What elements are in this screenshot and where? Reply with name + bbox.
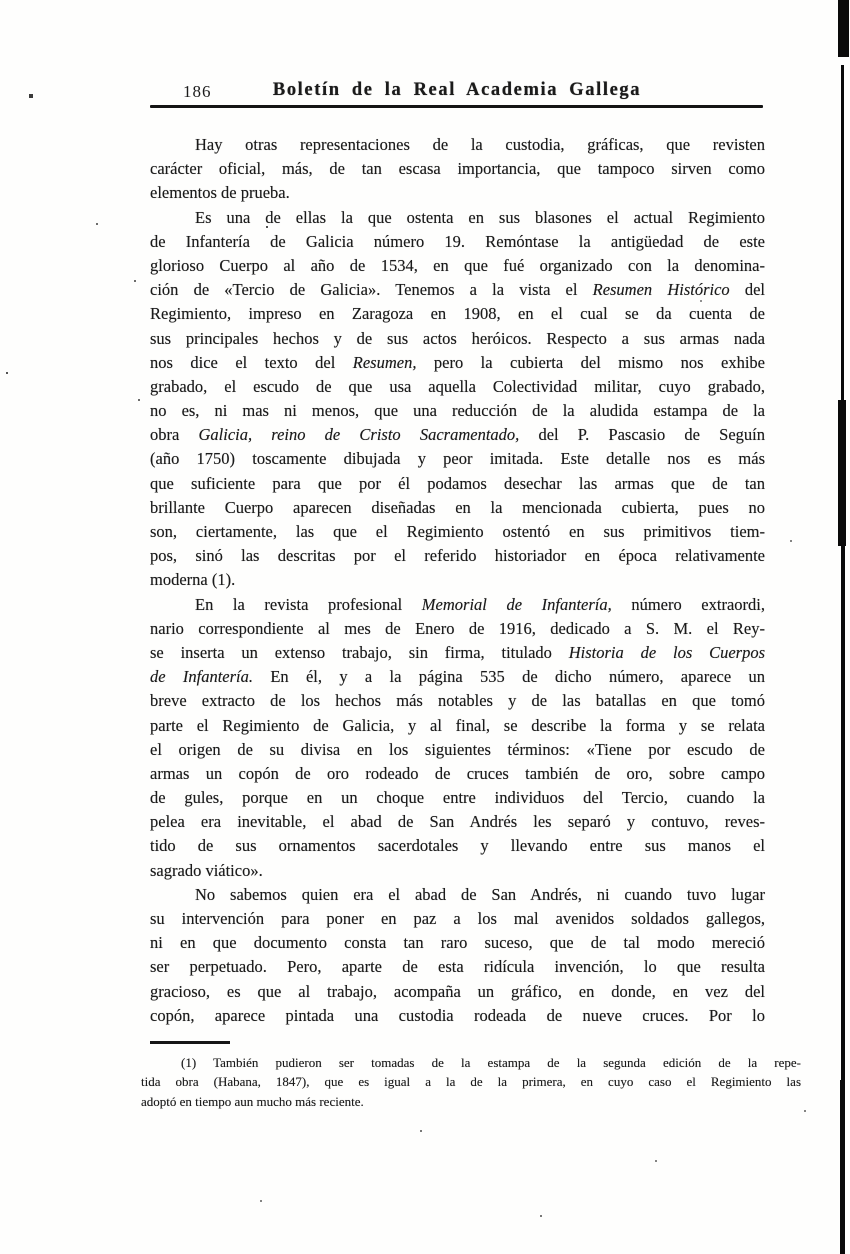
text-line: se inserta un extenso trabajo, sin firma, titulado Historia de los Cuerpos [150,642,765,662]
text-line: son, ciertamente, las que el Regimiento ostentó en sus primitivos tiem- [150,522,765,541]
text-line: brillante Cuerpo aparecen diseñadas en la mencionada cubierta, pues no [150,497,765,517]
text-line: Hay otras representaciones de la custodia, gráficas, que revisten [195,135,765,154]
text-line: sus principales hechos y de sus actos heróicos. Respecto a sus armas nada [150,328,765,348]
text-line: gracioso, es que al trabajo, acompaña un gráfico, en donde, en vez del [150,981,765,1001]
scan-edge-artifact [838,0,849,57]
paragraph [150,883,765,1028]
text-line: En la revista profesional Memorial de Infantería, número extraordi, [195,594,765,614]
text-line: copón, aparece pintada una custodia rodeada de nueve cruces. Por lo [150,1005,765,1025]
text-line: nario correspondiente al mes de Enero de 1916, dedicado a S. M. el Rey- [150,618,765,638]
text-line: no es, ni mas ni menos, que una reducción de la aludida estampa de la [150,401,765,421]
page-number: 186 [183,82,212,101]
text-line: pos, sinó las descritas por el referido historiador en época relativamente [150,546,765,566]
body-text [150,133,765,1028]
text-line: de Infantería de Galicia número 19. Remóntase la antigüedad de este [150,231,765,251]
text-line: grabado, el escudo de que usa aquella Colectividad militar, cuyo grabado, [150,376,765,396]
scan-edge-artifact [841,546,845,1080]
text-line: Regimiento, impreso en Zaragoza en 1908, en el cual se da cuenta de [150,304,765,324]
paragraph [150,206,765,593]
footnote [141,1053,801,1111]
text-line: de gules, porque en un choque entre individuos del Tercio, cuando la [150,788,765,808]
text-line: su intervención para poner en paz a los mal avenidos soldados gallegos, [150,909,765,928]
text-line: nos dice el texto del Resumen, pero la cubierta del mismo nos exhibe [150,352,765,372]
paragraph [150,133,765,206]
text-line: glorioso Cuerpo al año de 1534, en que fué organizado con la denomina- [150,255,765,275]
text-line: armas un copón de oro rodeado de cruces también de oro, sobre campo [150,763,765,783]
text-line: que suficiente para que por él podamos desechar las armas que de tan [150,473,765,493]
text-line: pelea era inevitable, el abad de San Andrés les separó y contuvo, reves- [150,812,765,832]
text-line: Es una de ellas la que ostenta en sus blasones el actual Regimiento [195,207,765,227]
text-line: sagrado viático». [150,860,263,880]
text-line: de Infantería. En él, y a la página 535 de dicho número, aparece un [150,667,765,687]
text-line: ser perpetuado. Pero, aparte de esta ridícula invención, lo que resulta [150,957,765,977]
page-header [150,82,764,106]
text-line: obra Galicia, reino de Cristo Sacramentado, del P. Pascasio de Seguín [150,425,765,445]
text-line: tido de sus ornamentos sacerdotales y llevando entre sus manos el [150,836,765,856]
text-line: No sabemos quien era el abad de San Andrés, ni cuando tuvo lugar [195,884,765,904]
footnote-rule [150,1041,230,1044]
text-line: adoptó en tiempo aun mucho más reciente. [141,1093,364,1109]
text-line: (año 1750) toscamente dibujada y peor imitada. Este detalle nos es más [150,449,765,469]
text-line: elementos de prueba. [150,183,290,203]
text-line: el origen de su divisa en los siguientes términos: «Tiene por escudo de [150,739,765,759]
scan-edge-artifact [838,400,846,546]
scan-speck-noise [0,0,2,2]
scan-edge-artifact [841,65,844,400]
text-line: tida obra (Habana, 1847), que es igual a la de la primera, en cuyo caso el Regimiento las [141,1074,801,1090]
header-title: Boletín de la Real Academia Gallega [272,80,642,100]
text-line: parte el Regimiento de Galicia, y al final, se describe la forma y se relata [150,715,765,735]
text-line: breve extracto de los hechos más notables y de las batallas en que tomó [150,691,765,711]
text-line: carácter oficial, más, de tan escasa importancia, que tampoco sirven como [150,159,765,179]
text-line: ción de «Tercio de Galicia». Tenemos a la vista el Resumen Histórico del [150,280,765,300]
text-line: ni en que documento consta tan raro suceso, que de tal modo mereció [150,933,765,953]
header-rule [150,105,763,108]
scan-edge-artifact [840,1080,845,1254]
text-line: (1) También pudieron ser tomadas de la estampa de la segunda edición de la repe- [181,1055,801,1070]
text-line: moderna (1). [150,570,236,590]
paragraph [150,593,765,883]
